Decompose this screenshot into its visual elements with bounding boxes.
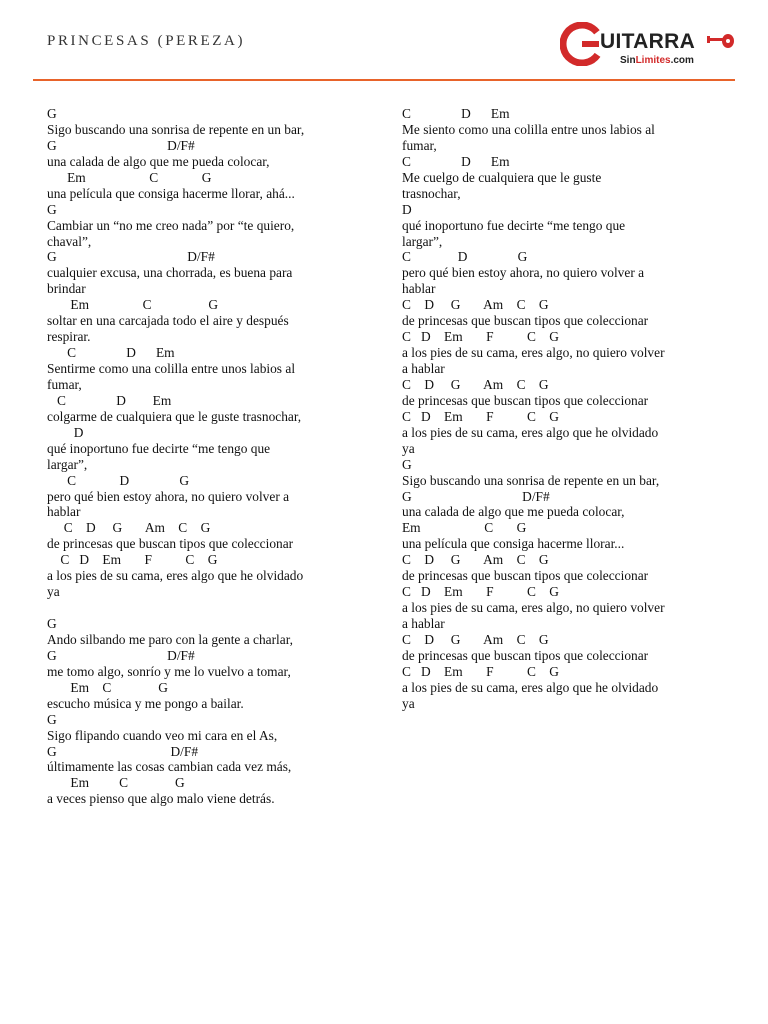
lyric-line: C D Em F C G: [402, 663, 559, 679]
logo-g-icon: [560, 22, 604, 66]
lyric-line: a los pies de su cama, eres algo que he olvidado: [402, 679, 659, 695]
logo-main-text: UITARRA: [600, 30, 696, 53]
logo-sub-text: SinLimites.com: [620, 55, 694, 66]
lyric-line: fumar,: [402, 137, 437, 153]
lyric-line: a hablar: [402, 361, 445, 376]
lyric-line: de princesas que buscan tipos que coleccionar: [402, 647, 649, 663]
page-title: PRINCESAS (PEREZA): [47, 33, 246, 49]
lyric-line: largar”,: [47, 456, 88, 472]
lyric-line: a los pies de su cama, eres algo, no quiero volver: [402, 600, 665, 616]
lyric-line: G: [47, 106, 57, 121]
lyric-line: Em C G: [47, 775, 185, 791]
lyric-line: C D G: [402, 249, 528, 265]
lyric-line: qué inoportuno fue decirte “me tengo que: [402, 217, 626, 233]
lyric-line: de princesas que buscan tipos que coleccionar: [402, 313, 649, 329]
lyric-line: cualquier excusa, una chorrada, es buena para: [47, 265, 293, 281]
lyric-line: Sentirme como una colilla entre unos labios al: [47, 361, 296, 376]
lyric-line: hablar: [402, 281, 436, 297]
lyric-line: C D G: [47, 472, 190, 488]
lyric-line: C D G Am C G: [47, 520, 211, 536]
lyric-line: C D G Am C G: [402, 376, 549, 392]
lyric-line: soltar en una carcajada todo el aire y después: [47, 313, 289, 329]
lyric-line: C D G Am C G: [402, 552, 549, 568]
lyric-line: G: [47, 711, 57, 727]
lyric-line: a los pies de su cama, eres algo, no quiero volver: [402, 345, 665, 361]
lyric-line: últimamente las cosas cambian cada vez más,: [47, 759, 292, 775]
lyric-line: largar”,: [402, 233, 443, 249]
lyric-line: C D Em F C G: [402, 329, 559, 345]
lyric-line: G D/F#: [47, 647, 195, 663]
lyric-line: respirar.: [47, 329, 91, 345]
lyric-line: de princesas que buscan tipos que coleccionar: [402, 568, 649, 584]
lyric-line: [47, 600, 377, 616]
lyric-line: C D Em: [402, 106, 510, 121]
lyric-line: ya: [402, 440, 415, 456]
lyric-line: qué inoportuno fue decirte “me tengo que: [47, 440, 271, 456]
lyric-line: chaval”,: [47, 233, 92, 249]
lyric-line: ya: [402, 695, 415, 711]
lyric-line: a veces pienso que algo malo viene detrás.: [47, 791, 275, 807]
lyric-line: a hablar: [402, 616, 445, 631]
lyric-line: Ando silbando me paro con la gente a charlar,: [47, 631, 293, 647]
lyric-line: G: [402, 456, 412, 472]
lyric-line: una calada de algo que me pueda colocar,: [47, 153, 270, 169]
lyric-line: Sigo buscando una sonrisa de repente en un bar,: [402, 472, 660, 488]
lyric-line: a los pies de su cama, eres algo que he olvidado: [47, 568, 304, 584]
header-divider: [33, 79, 735, 81]
lyric-line: de princesas que buscan tipos que coleccionar: [47, 536, 294, 552]
guitar-icon: [707, 30, 735, 52]
lyric-line: G D/F#: [402, 488, 550, 504]
lyric-line: Em C G: [47, 679, 168, 695]
lyric-line: una película que consiga hacerme llorar, ahá...: [47, 185, 295, 201]
lyric-line: a los pies de su cama, eres algo que he olvidado: [402, 424, 659, 440]
lyric-line: Em C G: [47, 169, 212, 185]
lyric-line: D: [47, 424, 84, 440]
lyric-line: G: [47, 201, 57, 217]
lyric-line: Sigo flipando cuando veo mi cara en el As,: [47, 727, 278, 743]
lyric-line: C D G Am C G: [402, 631, 549, 647]
lyrics-column-right: [402, 106, 742, 712]
lyric-line: Sigo buscando una sonrisa de repente en un bar,: [47, 121, 305, 137]
lyric-line: pero qué bien estoy ahora, no quiero volver a: [402, 265, 645, 281]
lyric-line: brindar: [47, 281, 86, 297]
lyric-line: trasnochar,: [402, 185, 461, 201]
lyric-line: hablar: [47, 504, 81, 520]
lyric-line: G D/F#: [47, 743, 199, 759]
lyric-line: C D Em F C G: [402, 408, 559, 424]
lyric-line: una película que consiga hacerme llorar...: [402, 536, 625, 552]
lyric-line: G: [47, 616, 57, 631]
lyric-line: Cambiar un “no me creo nada” por “te quiero,: [47, 217, 295, 233]
lyric-line: Em C G: [402, 520, 527, 536]
lyric-line: ya: [47, 584, 60, 600]
lyric-line: C D Em: [402, 153, 510, 169]
lyric-line: C D Em: [47, 345, 175, 361]
lyric-line: C D Em: [47, 392, 172, 408]
lyric-line: C D Em F C G: [402, 584, 559, 600]
lyric-line: D: [402, 201, 412, 217]
lyric-line: fumar,: [47, 376, 82, 392]
lyric-line: de princesas que buscan tipos que coleccionar: [402, 392, 649, 408]
lyric-line: G D/F#: [47, 137, 195, 153]
lyric-line: me tomo algo, sonrío y me lo vuelvo a tomar,: [47, 663, 291, 679]
lyric-line: una calada de algo que me pueda colocar,: [402, 504, 625, 520]
guitarra-sin-limites-logo: [560, 22, 735, 72]
lyric-line: escucho música y me pongo a bailar.: [47, 695, 244, 711]
lyric-line: Me siento como una colilla entre unos labios al: [402, 121, 655, 137]
lyric-line: pero qué bien estoy ahora, no quiero volver a: [47, 488, 290, 504]
lyric-line: C D Em F C G: [47, 552, 218, 568]
lyric-line: C D G Am C G: [402, 297, 549, 313]
lyric-line: Em C G: [47, 297, 219, 313]
lyrics-column-left: [47, 106, 377, 807]
lyric-line: Me cuelgo de cualquiera que le guste: [402, 169, 602, 185]
lyric-line: G D/F#: [47, 249, 215, 265]
lyric-line: colgarme de cualquiera que le guste trasnochar,: [47, 408, 302, 424]
